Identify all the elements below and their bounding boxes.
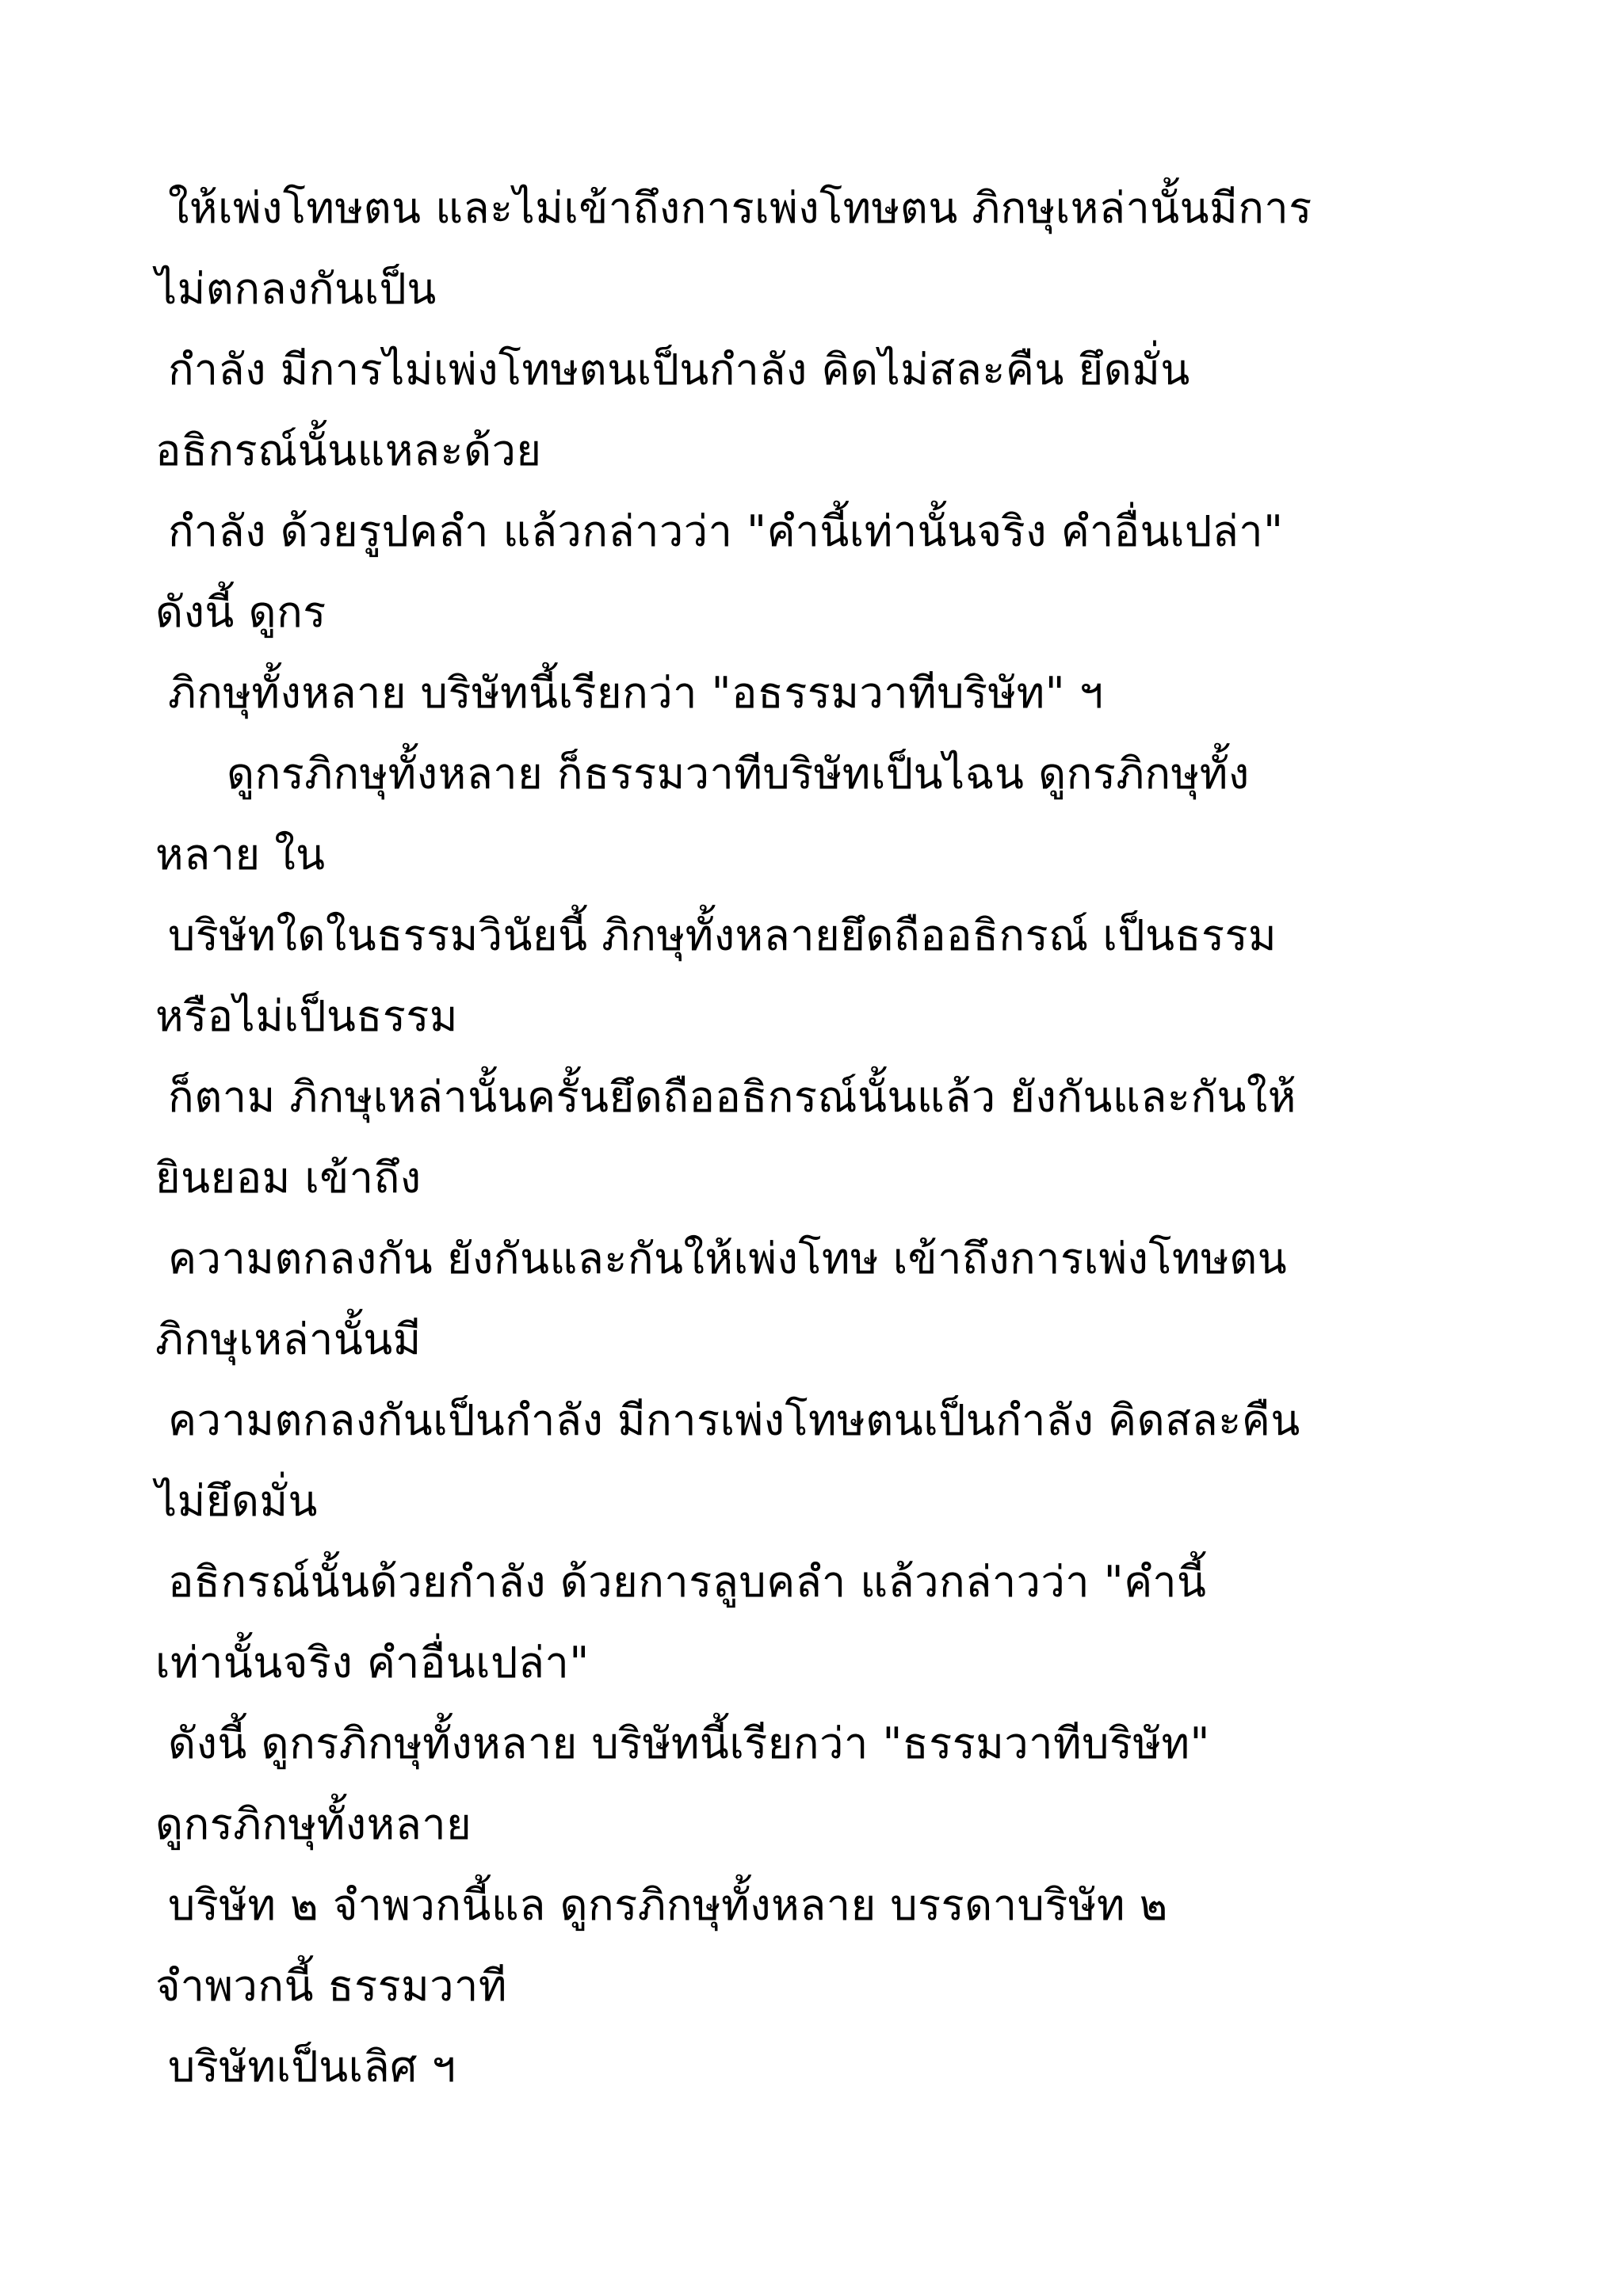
text-line-21: ดูกรภิกษุทั้งหลาย <box>155 1799 472 1849</box>
text-line-10: บริษัทใดในธรรมวินัยนี้ ภิกษุทั้งหลายยึดถืออธิกรณ์ เป็นธรรม <box>168 910 1277 960</box>
text-line-5: กำลัง ด้วยรูปคลำ แล้วกล่าวว่า "คำนี้เท่านั้นจริง คำอื่นเปล่า" <box>168 506 1284 556</box>
text-line-22: บริษัท ๒ จำพวกนี้แล ดูกรภิกษุทั้งหลาย บรรดาบริษัท ๒ <box>168 1880 1168 1930</box>
text-line-1: ให้เพ่งโทษตน และไม่เข้าถึงการเพ่งโทษตน ภิกษุเหล่านั้นมีการ <box>168 183 1312 233</box>
text-line-20: ดังนี้ ดูกรภิกษุทั้งหลาย บริษัทนี้เรียกว่า "ธรรมวาทีบริษัท" <box>168 1718 1210 1768</box>
text-line-4: อธิกรณ์นั้นแหละด้วย <box>155 425 542 475</box>
text-line-13: ยินยอม เข้าถึง <box>155 1153 422 1203</box>
text-line-7: ภิกษุทั้งหลาย บริษัทนี้เรียกว่า "อธรรมวาทีบริษัท" ฯ <box>168 668 1104 718</box>
text-line-8: ดูกรภิกษุทั้งหลาย ก็ธรรมวาทีบริษัทเป็นไฉน ดูกรภิกษุทั้ง <box>227 749 1250 799</box>
text-line-2: ไม่ตกลงกันเป็น <box>155 264 437 314</box>
text-line-24: บริษัทเป็นเลิศ ฯ <box>168 2042 456 2092</box>
text-line-12: ก็ตาม ภิกษุเหล่านั้นครั้นยึดถืออธิกรณ์นั้นแล้ว ยังกันและกันให้ <box>168 1072 1296 1122</box>
text-line-23: จำพวกนี้ ธรรมวาที <box>155 1961 507 2011</box>
document-text <box>155 168 1487 2107</box>
text-line-6: ดังนี้ ดูกร <box>155 587 327 637</box>
text-line-19: เท่านั้นจริง คำอื่นเปล่า" <box>155 1638 590 1688</box>
text-line-15: ภิกษุเหล่านั้นมี <box>155 1314 422 1364</box>
text-line-18: อธิกรณ์นั้นด้วยกำลัง ด้วยการลูบคลำ แล้วกล่าวว่า "คำนี้ <box>168 1557 1207 1607</box>
text-line-9: หลาย ใน <box>155 830 326 879</box>
text-line-11: หรือไม่เป็นธรรม <box>155 991 458 1041</box>
text-line-16: ความตกลงกันเป็นกำลัง มีการเพ่งโทษตนเป็นกำลัง คิดสละคืน <box>168 1395 1300 1445</box>
text-line-17: ไม่ยึดมั่น <box>155 1476 318 1526</box>
text-line-14: ความตกลงกัน ยังกันและกันให้เพ่งโทษ เข้าถึงการเพ่งโทษตน <box>168 1234 1288 1283</box>
text-line-3: กำลัง มีการไม่เพ่งโทษตนเป็นกำลัง คิดไม่สละคืน ยึดมั่น <box>168 345 1190 395</box>
